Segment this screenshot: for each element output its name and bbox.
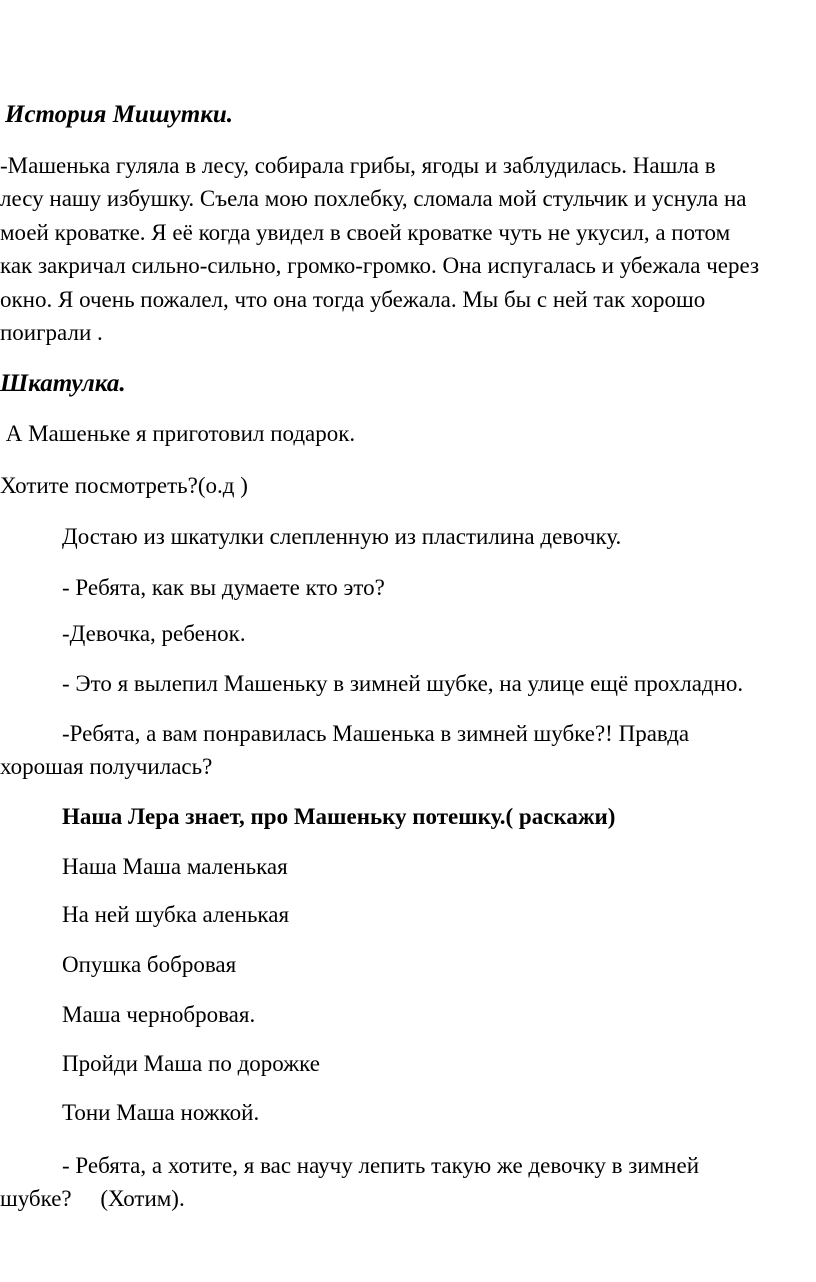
answer-line: -Девочка, ребенок. [62,621,246,646]
story-line-6: поиграли . [0,320,103,345]
rhyme-line-3: Опушка бобровая [62,952,237,977]
rhyme-line-1: Наша Маша маленькая [62,854,288,879]
liked-line-1: -Ребята, а вам понравилась Машенька в зимней шубке?! Правда [62,721,690,746]
story-line-2: лесу нашу избушку. Съела мою похлебку, сломала мой стульчик и уснула на [0,186,747,211]
story-title: История Мишутки. [5,101,234,128]
rhyme-line-5: Пройди Маша по дорожке [62,1051,320,1076]
rhyme-line-4: Маша чернобровая. [62,1002,256,1027]
rhyme-line-6: Тони Маша ножкой. [62,1100,260,1125]
final-line-2: шубке? (Хотим). [0,1186,185,1211]
story-line-1: -Машенька гуляла в лесу, собирала грибы, ягоды и заблудилась. Нашла в [0,153,716,178]
liked-line-2: хорошая получилась? [0,754,213,779]
ask-who-line: - Ребята, как вы думаете кто это? [62,575,385,600]
story-line-4: как закричал сильно-сильно, громко-громко. Она испугалась и убежала через [0,253,760,278]
lera-line: Наша Лера знает, про Машеньку потешку.( раскажи) [62,804,616,829]
take-out-line: Достаю из шкатулки слепленную из пластилина девочку. [62,524,622,549]
story-line-3: моей кроватке. Я её когда увидел в своей кроватке чуть не укусил, а потом [0,220,731,245]
question-line: Хотите посмотреть?(о.д ) [0,473,248,498]
box-title: Шкатулка. [0,370,126,397]
sculpted-line: - Это я вылепил Машеньку в зимней шубке, на улице ещё прохладно. [62,671,744,696]
rhyme-line-2: На ней шубка аленькая [62,902,290,927]
gift-line: А Машеньке я приготовил подарок. [0,421,356,446]
story-line-5: окно. Я очень пожалел, что она тогда убежала. Мы бы с ней так хорошо [0,287,706,312]
final-line-1: - Ребята, а хотите, я вас научу лепить такую же девочку в зимней [62,1153,700,1178]
